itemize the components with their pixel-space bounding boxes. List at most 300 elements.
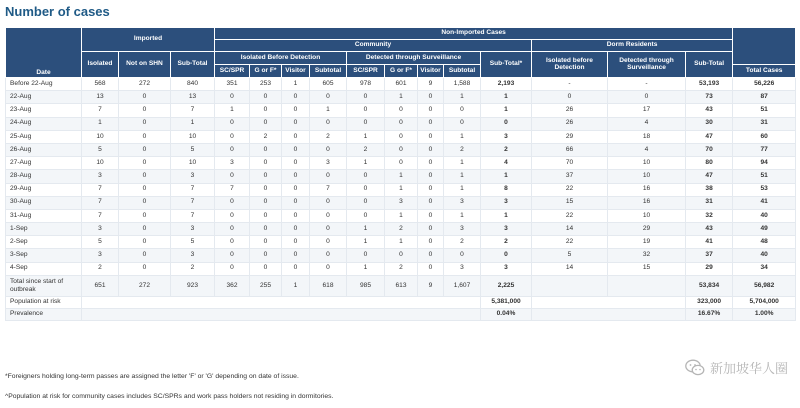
table-cell: 0 xyxy=(282,117,310,130)
table-row xyxy=(6,130,796,143)
table-cell: 0 xyxy=(282,157,310,170)
prevalence-label: Prevalence xyxy=(6,308,82,320)
table-row xyxy=(6,91,796,104)
table-cell: 1 xyxy=(481,209,532,222)
table-cell: 10 xyxy=(171,130,215,143)
table-cell: 7 xyxy=(82,104,119,117)
table-cell: 1 xyxy=(347,262,385,275)
table-cell: 37 xyxy=(532,170,608,183)
table-cell: 0 xyxy=(215,249,250,262)
table-cell: 0 xyxy=(119,196,171,209)
table-cell: 0 xyxy=(418,209,444,222)
prevalence-row xyxy=(6,308,796,320)
table-cell: 0 xyxy=(119,170,171,183)
table-cell: 15 xyxy=(608,262,686,275)
table-cell: 41 xyxy=(686,236,733,249)
table-cell: 0 xyxy=(215,236,250,249)
table-cell: 5 xyxy=(171,236,215,249)
table-cell: 0 xyxy=(532,91,608,104)
table-cell: 255 xyxy=(250,275,282,296)
table-cell: 1 xyxy=(347,157,385,170)
table-cell: 29 xyxy=(686,262,733,275)
table-cell: 0 xyxy=(347,91,385,104)
row-date: Before 22-Aug xyxy=(6,78,82,91)
table-cell: 7 xyxy=(82,209,119,222)
table-cell: 0 xyxy=(385,249,418,262)
table-row xyxy=(6,157,796,170)
table-cell: 0 xyxy=(418,170,444,183)
table-cell: 3 xyxy=(481,130,532,143)
table-cell: 0 xyxy=(215,117,250,130)
table-cell xyxy=(608,275,686,296)
table-cell: 0 xyxy=(418,196,444,209)
table-cell: 0 xyxy=(481,249,532,262)
table-cell: 51 xyxy=(733,104,796,117)
table-cell: 3 xyxy=(171,249,215,262)
footnote-population: ^Population at risk for community cases includes SC/SPRs and work pass holders not residing in dormitories. xyxy=(5,393,334,400)
table-cell: 0 xyxy=(250,209,282,222)
table-row xyxy=(6,78,796,91)
table-cell: 0 xyxy=(444,117,481,130)
row-date: 4-Sep xyxy=(6,262,82,275)
table-cell: 3 xyxy=(481,223,532,236)
table-cell: 2 xyxy=(385,262,418,275)
table-cell: 40 xyxy=(733,209,796,222)
subtotal-header: Subtotal xyxy=(444,65,481,78)
table-cell: 1 xyxy=(82,117,119,130)
dorm-detected-through-surveillance-header: Detected through Surveillance xyxy=(608,52,686,78)
table-cell: 0 xyxy=(119,104,171,117)
table-cell: 53,834 xyxy=(686,275,733,296)
table-cell: 840 xyxy=(171,78,215,91)
table-cell: 16 xyxy=(608,196,686,209)
table-cell: 0 xyxy=(282,143,310,156)
total-cases-header: Total Cases xyxy=(733,65,796,78)
table-cell: 7 xyxy=(171,209,215,222)
total-row xyxy=(6,275,796,296)
table-cell: 0 xyxy=(119,262,171,275)
table-cell: 923 xyxy=(171,275,215,296)
table-cell: 18 xyxy=(608,130,686,143)
table-row xyxy=(6,249,796,262)
table-cell: 0 xyxy=(119,157,171,170)
table-cell: 94 xyxy=(733,157,796,170)
table-cell: 32 xyxy=(686,209,733,222)
total-cases-spacer xyxy=(733,28,796,65)
table-cell: 0 xyxy=(418,91,444,104)
table-row xyxy=(6,183,796,196)
table-cell: 0 xyxy=(481,117,532,130)
table-cell: 48 xyxy=(733,236,796,249)
table-cell: 0 xyxy=(250,196,282,209)
table-cell: 0 xyxy=(119,183,171,196)
table-cell: 1 xyxy=(347,223,385,236)
table-cell: 0 xyxy=(282,236,310,249)
table-cell: 0 xyxy=(347,209,385,222)
table-cell: 1 xyxy=(444,170,481,183)
table-cell: 0 xyxy=(418,183,444,196)
table-cell: 0 xyxy=(282,262,310,275)
imported-header: Imported xyxy=(82,28,215,52)
table-cell: 0 xyxy=(215,196,250,209)
imported-subtotal-header: Sub-Total xyxy=(171,52,215,78)
table-cell: 1 xyxy=(444,130,481,143)
table-cell: 2,193 xyxy=(481,78,532,91)
table-cell: 8 xyxy=(481,183,532,196)
population-total: 5,704,000 xyxy=(733,296,796,308)
table-cell: 30 xyxy=(686,117,733,130)
table-cell: 10 xyxy=(608,157,686,170)
table-cell: 7 xyxy=(171,183,215,196)
table-cell: 0 xyxy=(119,223,171,236)
table-cell: 1 xyxy=(347,236,385,249)
table-row xyxy=(6,143,796,156)
visitor-header: Visitor xyxy=(282,65,310,78)
table-cell: 0 xyxy=(282,170,310,183)
table-cell: 56,982 xyxy=(733,275,796,296)
table-cell: 3 xyxy=(481,262,532,275)
table-cell: 0 xyxy=(310,262,347,275)
table-cell: 2 xyxy=(444,143,481,156)
table-cell: 0 xyxy=(250,104,282,117)
date-header: Date xyxy=(6,28,82,78)
table-cell: 13 xyxy=(171,91,215,104)
table-cell: 0 xyxy=(119,209,171,222)
table-cell: 0 xyxy=(282,104,310,117)
table-cell: 0 xyxy=(385,143,418,156)
watermark-text: 新加坡华人圈 xyxy=(709,362,788,377)
row-date: 1-Sep xyxy=(6,223,82,236)
table-cell: 0 xyxy=(310,170,347,183)
table-cell: 26 xyxy=(532,117,608,130)
table-cell: 0 xyxy=(119,117,171,130)
not-on-shn-header: Not on SHN xyxy=(119,52,171,78)
table-cell: 10 xyxy=(171,157,215,170)
wechat-icon xyxy=(685,359,705,376)
table-cell: 568 xyxy=(82,78,119,91)
table-cell: 2 xyxy=(82,262,119,275)
table-cell: 1 xyxy=(385,236,418,249)
table-cell: 1 xyxy=(215,104,250,117)
table-cell: 0 xyxy=(250,170,282,183)
table-cell: 0 xyxy=(282,209,310,222)
table-cell: 0 xyxy=(215,223,250,236)
row-date: 29-Aug xyxy=(6,183,82,196)
table-cell: 31 xyxy=(733,117,796,130)
table-cell: 3 xyxy=(444,262,481,275)
table-cell: 7 xyxy=(82,196,119,209)
table-cell: 0 xyxy=(215,143,250,156)
table-cell: 0 xyxy=(418,236,444,249)
table-cell: 651 xyxy=(82,275,119,296)
g-or-f-header: G or F* xyxy=(250,65,282,78)
table-cell: 38 xyxy=(686,183,733,196)
table-cell: 3 xyxy=(82,223,119,236)
table-cell: 10 xyxy=(82,130,119,143)
prevalence-total: 1.00% xyxy=(733,308,796,320)
table-cell: 0 xyxy=(418,104,444,117)
table-cell: 0 xyxy=(282,249,310,262)
table-cell: 1 xyxy=(444,183,481,196)
table-cell: 80 xyxy=(686,157,733,170)
table-cell: 2 xyxy=(171,262,215,275)
table-cell: 1 xyxy=(481,104,532,117)
table-cell: 2 xyxy=(347,143,385,156)
table-cell: 0 xyxy=(347,196,385,209)
table-cell: 0 xyxy=(347,117,385,130)
table-row xyxy=(6,170,796,183)
table-cell: 1 xyxy=(385,209,418,222)
table-cell: 1 xyxy=(385,91,418,104)
table-cell: 3 xyxy=(82,170,119,183)
row-date: 25-Aug xyxy=(6,130,82,143)
table-cell: 15 xyxy=(532,196,608,209)
table-cell: 7 xyxy=(171,196,215,209)
table-cell: 0 xyxy=(418,249,444,262)
visitor-header: Visitor xyxy=(418,65,444,78)
table-cell: 10 xyxy=(608,209,686,222)
table-cell: 1,588 xyxy=(444,78,481,91)
table-cell: 5 xyxy=(171,143,215,156)
table-cell: 0 xyxy=(418,143,444,156)
table-cell: 351 xyxy=(215,78,250,91)
page-title: Number of cases xyxy=(5,4,110,19)
table-cell: 22 xyxy=(532,236,608,249)
table-cell: 70 xyxy=(532,157,608,170)
table-cell: 0 xyxy=(119,143,171,156)
table-cell: 5 xyxy=(82,143,119,156)
table-cell: 3 xyxy=(444,196,481,209)
table-cell: 0 xyxy=(119,130,171,143)
table-cell: 43 xyxy=(686,104,733,117)
table-cell: 0 xyxy=(444,104,481,117)
table-cell: 0 xyxy=(119,91,171,104)
population-dorm: 323,000 xyxy=(686,296,733,308)
community-subtotal-header: Sub-Total* xyxy=(481,52,532,78)
table-cell: 0 xyxy=(608,91,686,104)
table-row xyxy=(6,196,796,209)
dorm-isolated-before-detection-header: Isolated before Detection xyxy=(532,52,608,78)
footnote-foreigners: *Foreigners holding long-term passes are assigned the letter 'F' or 'G' depending on date of issue. xyxy=(5,373,299,380)
table-cell: 34 xyxy=(733,262,796,275)
table-cell: 1 xyxy=(481,170,532,183)
table-cell: 16 xyxy=(608,183,686,196)
table-cell: 87 xyxy=(733,91,796,104)
isolated-before-detection-header: Isolated Before Detection xyxy=(215,52,347,65)
table-cell: 19 xyxy=(608,236,686,249)
dorm-residents-header: Dorm Residents xyxy=(532,40,733,52)
table-cell: 1,607 xyxy=(444,275,481,296)
table-cell: 2 xyxy=(310,130,347,143)
row-date: 27-Aug xyxy=(6,157,82,170)
table-cell: 1 xyxy=(385,183,418,196)
table-cell: 0 xyxy=(310,196,347,209)
row-date: 2-Sep xyxy=(6,236,82,249)
row-date: 28-Aug xyxy=(6,170,82,183)
table-cell: 1 xyxy=(444,157,481,170)
table-cell: 0 xyxy=(119,236,171,249)
table-cell: 0 xyxy=(282,91,310,104)
sc-spr-header: SC/SPR xyxy=(347,65,385,78)
table-cell: 4 xyxy=(608,143,686,156)
table-cell: 0 xyxy=(250,236,282,249)
table-cell: 1 xyxy=(282,275,310,296)
table-row xyxy=(6,104,796,117)
table-cell: 0 xyxy=(215,91,250,104)
table-cell: 0 xyxy=(385,104,418,117)
isolated-header: Isolated xyxy=(82,52,119,78)
table-cell: 29 xyxy=(608,223,686,236)
table-cell: 978 xyxy=(347,78,385,91)
table-cell: 613 xyxy=(385,275,418,296)
table-cell: 32 xyxy=(608,249,686,262)
table-cell: 17 xyxy=(608,104,686,117)
table-cell: 53,193 xyxy=(686,78,733,91)
table-cell: 9 xyxy=(418,275,444,296)
table-cell: 0 xyxy=(250,143,282,156)
table-cell: 4 xyxy=(608,117,686,130)
table-cell: 1 xyxy=(444,209,481,222)
dorm-subtotal-header: Sub-Total xyxy=(686,52,733,78)
table-cell: 7 xyxy=(215,183,250,196)
table-cell: 1 xyxy=(347,130,385,143)
table-cell: 14 xyxy=(532,262,608,275)
table-cell: 26 xyxy=(532,104,608,117)
table-cell: 0 xyxy=(310,223,347,236)
table-cell: 0 xyxy=(215,262,250,275)
table-cell: - xyxy=(532,78,608,91)
table-cell: 0 xyxy=(282,196,310,209)
table-cell: 3 xyxy=(171,170,215,183)
table-cell: 7 xyxy=(171,104,215,117)
table-cell: 3 xyxy=(310,157,347,170)
table-cell: 605 xyxy=(310,78,347,91)
table-cell: 3 xyxy=(171,223,215,236)
table-cell: 10 xyxy=(608,170,686,183)
table-cell: 14 xyxy=(532,223,608,236)
table-row xyxy=(6,223,796,236)
table-cell: 41 xyxy=(733,196,796,209)
table-cell: 0 xyxy=(250,183,282,196)
table-cell: 2 xyxy=(385,223,418,236)
table-cell xyxy=(532,275,608,296)
table-cell: 2 xyxy=(481,236,532,249)
table-cell: 2 xyxy=(444,236,481,249)
table-cell: 0 xyxy=(250,249,282,262)
row-date: 3-Sep xyxy=(6,249,82,262)
row-date: 22-Aug xyxy=(6,91,82,104)
table-cell: 0 xyxy=(347,249,385,262)
table-cell: 2 xyxy=(250,130,282,143)
table-cell: 3 xyxy=(215,157,250,170)
table-cell: 22 xyxy=(532,183,608,196)
table-row xyxy=(6,262,796,275)
table-row xyxy=(6,209,796,222)
row-date: 31-Aug xyxy=(6,209,82,222)
table-cell: 0 xyxy=(310,117,347,130)
table-cell: 10 xyxy=(82,157,119,170)
table-cell: 7 xyxy=(310,183,347,196)
row-date: 23-Aug xyxy=(6,104,82,117)
table-cell: 56,226 xyxy=(733,78,796,91)
detected-through-surveillance-header: Detected through Surveillance xyxy=(347,52,481,65)
table-cell: 0 xyxy=(310,249,347,262)
table-cell: 77 xyxy=(733,143,796,156)
table-cell: 2 xyxy=(481,143,532,156)
table-cell: 601 xyxy=(385,78,418,91)
table-cell: 3 xyxy=(385,196,418,209)
population-label: Population at risk xyxy=(6,296,82,308)
table-cell: 0 xyxy=(418,262,444,275)
table-cell: 43 xyxy=(686,223,733,236)
table-cell: 47 xyxy=(686,130,733,143)
table-cell: 0 xyxy=(282,130,310,143)
table-cell: 0 xyxy=(282,183,310,196)
table-cell: 1 xyxy=(171,117,215,130)
table-cell: 0 xyxy=(282,223,310,236)
table-cell: 0 xyxy=(418,130,444,143)
table-cell: 0 xyxy=(418,223,444,236)
table-cell: 0 xyxy=(347,183,385,196)
table-cell: 4 xyxy=(481,157,532,170)
table-cell: 29 xyxy=(532,130,608,143)
table-cell: 13 xyxy=(82,91,119,104)
table-cell: 9 xyxy=(418,78,444,91)
table-cell: 22 xyxy=(532,209,608,222)
table-cell: 3 xyxy=(481,196,532,209)
table-row xyxy=(6,236,796,249)
table-cell: 272 xyxy=(119,78,171,91)
table-cell: 1 xyxy=(310,104,347,117)
table-cell: 0 xyxy=(215,130,250,143)
g-or-f-header: G or F* xyxy=(385,65,418,78)
table-cell: - xyxy=(608,78,686,91)
table-cell: 0 xyxy=(215,209,250,222)
table-cell: 31 xyxy=(686,196,733,209)
table-cell: 272 xyxy=(119,275,171,296)
row-date: 30-Aug xyxy=(6,196,82,209)
table-cell: 1 xyxy=(481,91,532,104)
community-header: Community xyxy=(215,40,532,52)
table-cell: 0 xyxy=(215,170,250,183)
table-cell: 0 xyxy=(310,209,347,222)
sc-spr-header: SC/SPR xyxy=(215,65,250,78)
table-cell: 0 xyxy=(310,236,347,249)
table-row xyxy=(6,117,796,130)
table-cell: 0 xyxy=(418,157,444,170)
table-cell: 1 xyxy=(444,91,481,104)
table-cell: 0 xyxy=(250,262,282,275)
table-cell: 49 xyxy=(733,223,796,236)
table-cell: 51 xyxy=(733,170,796,183)
table-cell: 0 xyxy=(347,104,385,117)
table-cell: 37 xyxy=(686,249,733,262)
table-cell: 0 xyxy=(250,157,282,170)
table-cell: 66 xyxy=(532,143,608,156)
table-cell: 0 xyxy=(385,130,418,143)
prevalence-community: 0.04% xyxy=(481,308,532,320)
row-date: 26-Aug xyxy=(6,143,82,156)
table-cell: 985 xyxy=(347,275,385,296)
subtotal-header: Subtotal xyxy=(310,65,347,78)
non-imported-header: Non-Imported Cases xyxy=(215,28,733,40)
table-cell: 0 xyxy=(444,249,481,262)
total-label: Total since start of outbreak xyxy=(6,275,82,296)
table-cell: 1 xyxy=(282,78,310,91)
population-row xyxy=(6,296,796,308)
table-cell: 3 xyxy=(82,249,119,262)
table-cell: 7 xyxy=(82,183,119,196)
